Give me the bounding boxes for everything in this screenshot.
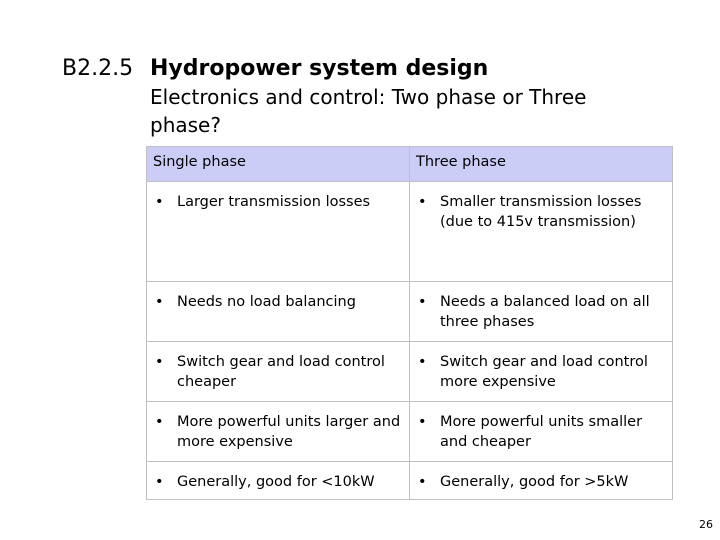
cell-text: Switch gear and load control cheaper [177, 354, 385, 390]
header-three-phase: Three phase [410, 147, 673, 182]
table-cell [147, 282, 410, 342]
table-cell [147, 402, 410, 462]
bullet-icon: • [418, 474, 427, 490]
bullet-icon: • [155, 194, 164, 210]
bullet-icon: • [155, 294, 164, 310]
table-cell [147, 462, 410, 500]
cell-text: More powerful units larger and more expensive [177, 414, 401, 450]
slide-title: Hydropower system design [150, 56, 489, 81]
slide-subtitle: Electronics and control: Two phase or Three phase? [150, 85, 587, 137]
table-row [147, 282, 673, 342]
table-row [147, 462, 673, 500]
cell-text: Smaller transmission losses (due to 415v transmission) [440, 194, 642, 230]
cell-text: Generally, good for >5kW [440, 474, 629, 490]
table-cell [147, 182, 410, 282]
table-cell [410, 402, 673, 462]
table-cell [410, 342, 673, 402]
cell-text: Switch gear and load control more expensive [440, 354, 648, 390]
page-number: 26 [699, 518, 713, 531]
table-cell [410, 282, 673, 342]
table-row [147, 182, 673, 282]
bullet-icon: • [155, 354, 164, 370]
cell-text: Needs a balanced load on all three phases [440, 294, 650, 330]
bullet-icon: • [155, 414, 164, 430]
bullet-icon: • [418, 194, 427, 210]
table-cell [410, 462, 673, 500]
bullet-icon: • [418, 414, 427, 430]
section-number: B2.2.5 [62, 56, 134, 81]
header-single-phase: Single phase [147, 147, 410, 182]
cell-text: More powerful units smaller and cheaper [440, 414, 643, 450]
table-row [147, 402, 673, 462]
cell-text: Needs no load balancing [177, 294, 356, 310]
bullet-icon: • [155, 474, 164, 490]
comparison-table [146, 146, 673, 500]
bullet-icon: • [418, 354, 427, 370]
slide-heading [62, 54, 662, 139]
bullet-icon: • [418, 294, 427, 310]
table-cell [147, 342, 410, 402]
table-header-row [147, 147, 673, 182]
table-row [147, 342, 673, 402]
title-line [62, 54, 662, 83]
cell-text: Generally, good for <10kW [177, 474, 375, 490]
table-cell [410, 182, 673, 282]
cell-text: Larger transmission losses [177, 194, 371, 210]
